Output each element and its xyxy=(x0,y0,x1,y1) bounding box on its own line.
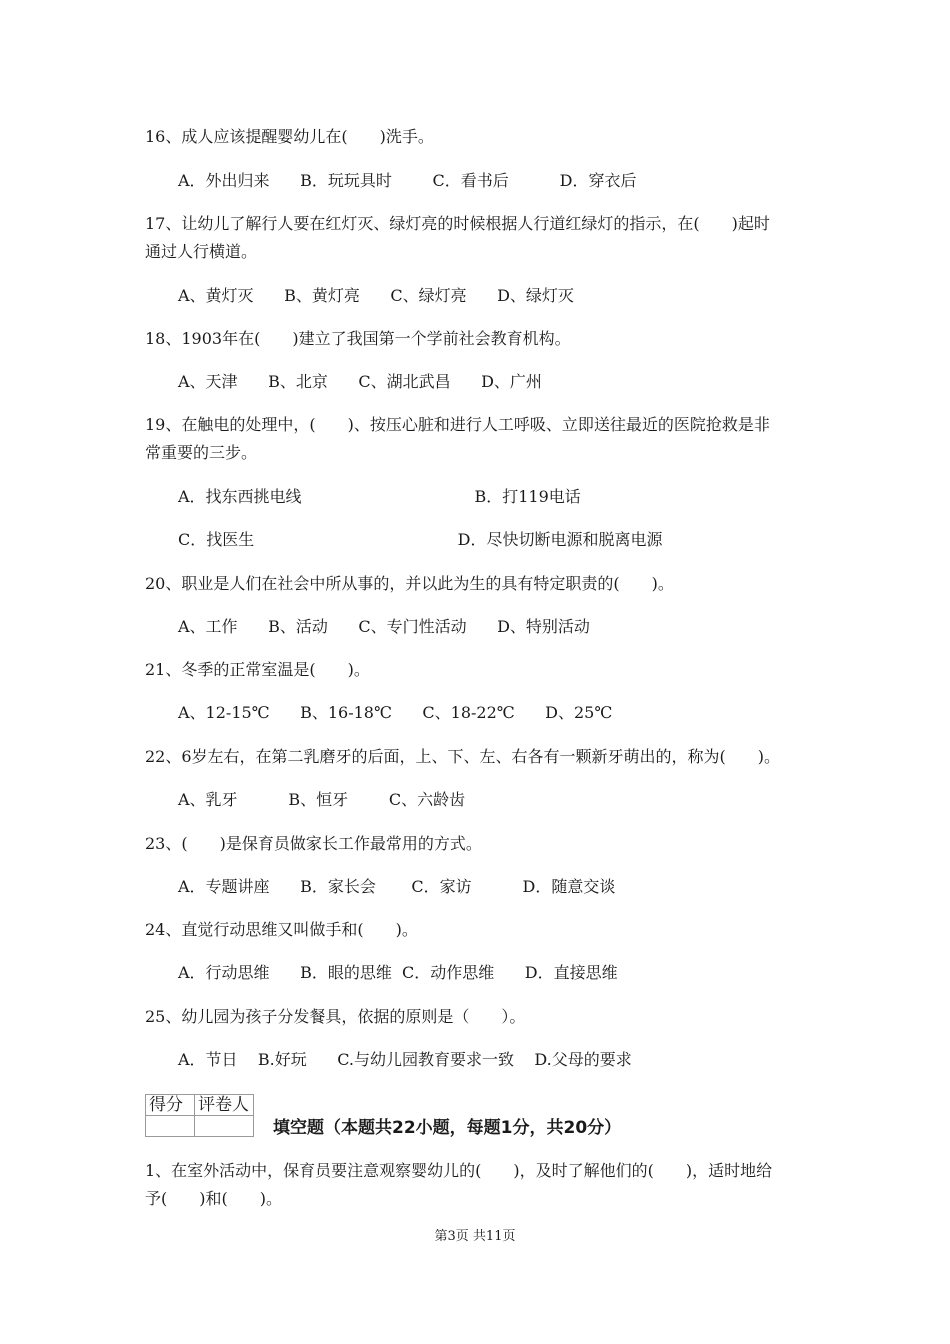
question-options: A．专题讲座 B．家长会 C．家访 D．随意交谈 xyxy=(178,877,616,896)
question-text: 常重要的三步。 xyxy=(145,443,258,462)
question-options: A、天津 B、北京 C、湖北武昌 D、广州 xyxy=(178,372,542,391)
question-text: 20、职业是人们在社会中所从事的，并以此为生的具有特定职责的( )。 xyxy=(145,574,674,593)
question-options: A、乳牙 B、恒牙 C、六龄齿 xyxy=(178,790,466,809)
question-options: A．节日 B.好玩 C.与幼儿园教育要求一致 D.父母的要求 xyxy=(178,1050,632,1069)
question-text: 21、冬季的正常室温是( )。 xyxy=(145,660,370,679)
grader-cell xyxy=(195,1116,254,1137)
question-text: 18、1903年在( )建立了我国第一个学前社会教育机构。 xyxy=(145,329,571,348)
page-footer: 第3页 共11页 xyxy=(434,1229,516,1244)
question-options: A、黄灯灭 B、黄灯亮 C、绿灯亮 D、绿灯灭 xyxy=(178,286,574,305)
question-text: 25、幼儿园为孩子分发餐具，依据的原则是（ ）。 xyxy=(145,1007,526,1026)
question-text: 24、直觉行动思维又叫做手和( )。 xyxy=(145,920,418,939)
question-text: 通过人行横道。 xyxy=(145,242,258,261)
score-table xyxy=(145,1094,254,1137)
grader-header: 评卷人 xyxy=(195,1095,254,1116)
question-options: C．找医生 D．尽快切断电源和脱离电源 xyxy=(178,530,663,549)
question-options: A、12-15℃ B、16-18℃ C、18-22℃ D、25℃ xyxy=(178,703,613,722)
fill-question-line: 予( )和( )。 xyxy=(145,1189,282,1208)
score-cell xyxy=(146,1116,195,1137)
question-text: 22、6岁左右，在第二乳磨牙的后面，上、下、左、右各有一颗新牙萌出的，称为( )。 xyxy=(145,747,781,766)
question-options: A．行动思维 B．眼的思维 C．动作思维 D．直接思维 xyxy=(178,963,618,982)
question-text: 23、( )是保育员做家长工作最常用的方式。 xyxy=(145,834,482,853)
question-text: 16、成人应该提醒婴幼儿在( )洗手。 xyxy=(145,127,434,146)
section-title: 填空题（本题共22小题，每题1分，共20分） xyxy=(273,1118,622,1138)
question-text: 19、在触电的处理中，( )、按压心脏和进行人工呼吸、立即送往最近的医院抢救是非 xyxy=(145,415,770,434)
question-options: A．外出归来 B．玩玩具时 C．看书后 D．穿衣后 xyxy=(178,171,637,190)
fill-question-line: 1、在室外活动中，保育员要注意观察婴幼儿的( )，及时了解他们的( )，适时地给 xyxy=(145,1161,773,1180)
question-options: A．找东西挑电线 B．打119电话 xyxy=(178,487,581,506)
question-options: A、工作 B、活动 C、专门性活动 D、特别活动 xyxy=(178,617,590,636)
question-text: 17、让幼儿了解行人要在红灯灭、绿灯亮的时候根据人行道红绿灯的指示，在( )起时 xyxy=(145,214,770,233)
score-header: 得分 xyxy=(146,1095,195,1116)
